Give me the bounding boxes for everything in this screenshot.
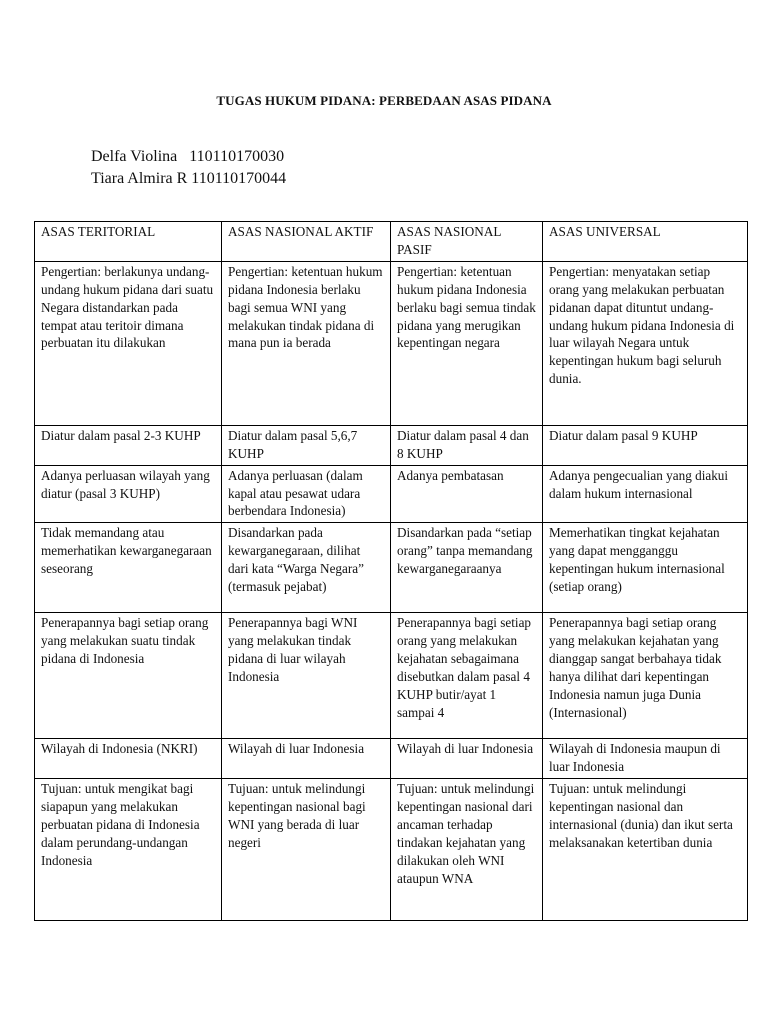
- table-cell: Pengertian: menyatakan setiap orang yang melakukan perbuatan pidanan dapat dituntut undang-undang hukum pidana Indonesia di luar wilayah Negara untuk kepentingan hukum bagi seluruh dunia.: [543, 261, 748, 425]
- table-row-pengertian: [35, 261, 748, 425]
- author-line: Tiara Almira R 110110170044: [91, 170, 287, 187]
- table-cell: Tujuan: untuk mengikat bagi siapapun yang melakukan perbuatan pidana di Indonesia dalam perundang-undangan Indonesia: [35, 779, 222, 921]
- table-cell: Wilayah di luar Indonesia: [222, 739, 391, 779]
- table-cell: Wilayah di luar Indonesia: [391, 739, 543, 779]
- table-row-perluasan: [35, 465, 748, 523]
- header-cell-asas-nasional-aktif: ASAS NASIONAL AKTIF: [222, 222, 391, 262]
- author-line: Delfa Violina 110110170030: [91, 148, 285, 165]
- header-cell-asas-teritorial: ASAS TERITORIAL: [35, 222, 222, 262]
- table-cell: Tujuan: untuk melindungi kepentingan nasional bagi WNI yang berada di luar negeri: [222, 779, 391, 921]
- table-cell: Adanya perluasan (dalam kapal atau pesawat udara berbendara Indonesia): [222, 465, 391, 523]
- table-cell: Wilayah di Indonesia (NKRI): [35, 739, 222, 779]
- table-row-wilayah: [35, 739, 748, 779]
- table-cell: Adanya perluasan wilayah yang diatur (pasal 3 KUHP): [35, 465, 222, 523]
- table-row-kewarganegaraan: [35, 523, 748, 613]
- table-cell: Adanya pembatasan: [391, 465, 543, 523]
- page-title: TUGAS HUKUM PIDANA: PERBEDAAN ASAS PIDANA: [216, 93, 552, 108]
- comparison-table: [34, 221, 748, 921]
- table-cell: Wilayah di Indonesia maupun di luar Indonesia: [543, 739, 748, 779]
- table-row-pasal: [35, 425, 748, 465]
- header-cell-asas-nasional-pasif: ASAS NASIONAL PASIF: [391, 222, 543, 262]
- table-cell: Memerhatikan tingkat kejahatan yang dapat mengganggu kepentingan hukum internasional (setiap orang): [543, 523, 748, 613]
- table-cell: Disandarkan pada “setiap orang” tanpa memandang kewarganegaraanya: [391, 523, 543, 613]
- table-cell: Tidak memandang atau memerhatikan kewarganegaraan seseorang: [35, 523, 222, 613]
- table-row-penerapan: [35, 613, 748, 739]
- table-cell: Tujuan: untuk melindungi kepentingan nasional dari ancaman terhadap tindakan kejahatan yang dilakukan oleh WNI ataupun WNA: [391, 779, 543, 921]
- table-row-tujuan: [35, 779, 748, 921]
- header-cell-asas-universal: ASAS UNIVERSAL: [543, 222, 748, 262]
- table-cell: Diatur dalam pasal 9 KUHP: [543, 425, 748, 465]
- table-cell: Penerapannya bagi setiap orang yang melakukan kejahatan yang dianggap sangat berbahaya tidak hanya dilihat dari kepentingan Indonesia namun juga Dunia (Internasional): [543, 613, 748, 739]
- table-cell: Penerapannya bagi WNI yang melakukan tindak pidana di luar wilayah Indonesia: [222, 613, 391, 739]
- table-cell: Disandarkan pada kewarganegaraan, dilihat dari kata “Warga Negara” (termasuk pejabat): [222, 523, 391, 613]
- table-cell: Penerapannya bagi setiap orang yang melakukan kejahatan sebagaimana disebutkan dalam pasal 4 KUHP butir/ayat 1 sampai 4: [391, 613, 543, 739]
- table-cell: Pengertian: berlakunya undang-undang hukum pidana dari suatu Negara distandarkan pada tempat atau teritoir dimana perbuatan itu dilakukan: [35, 261, 222, 425]
- author-list: [91, 146, 286, 190]
- table-cell: Diatur dalam pasal 5,6,7 KUHP: [222, 425, 391, 465]
- table-cell: Diatur dalam pasal 4 dan 8 KUHP: [391, 425, 543, 465]
- table-cell: Pengertian: ketentuan hukum pidana Indonesia berlaku bagi semua WNI yang melakukan tindak pidana di mana pun ia berada: [222, 261, 391, 425]
- table-cell: Pengertian: ketentuan hukum pidana Indonesia berlaku bagi semua tindak pidana yang merugikan kepentingan negara: [391, 261, 543, 425]
- table-cell: Penerapannya bagi setiap orang yang melakukan suatu tindak pidana di Indonesia: [35, 613, 222, 739]
- table-header-row: [35, 222, 748, 262]
- table-cell: Adanya pengecualian yang diakui dalam hukum internasional: [543, 465, 748, 523]
- table-cell: Tujuan: untuk melindungi kepentingan nasional dan internasional (dunia) dan ikut serta melaksanakan ketertiban dunia: [543, 779, 748, 921]
- table-cell: Diatur dalam pasal 2-3 KUHP: [35, 425, 222, 465]
